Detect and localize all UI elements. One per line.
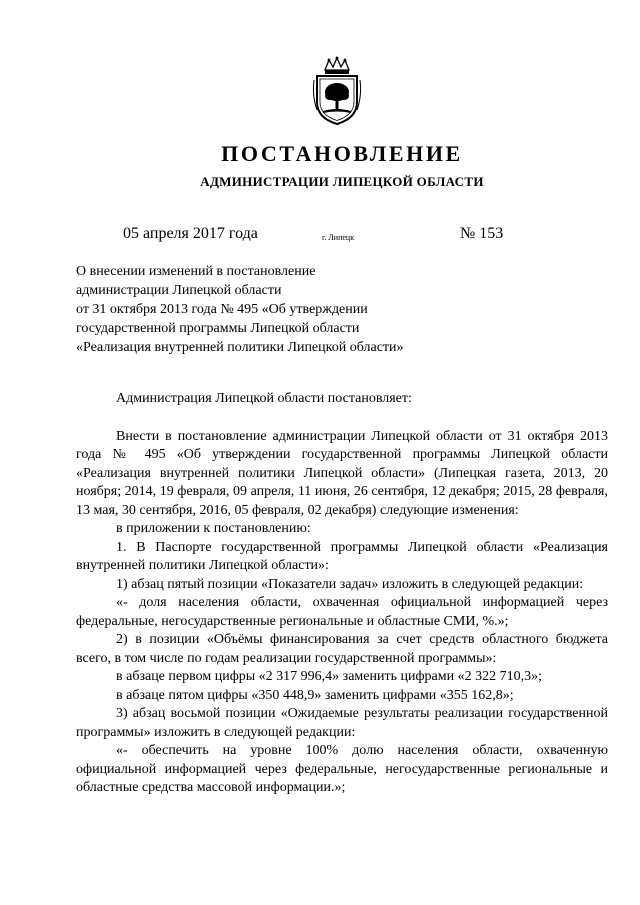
- document-title: ПОСТАНОВЛЕНИЕ: [221, 141, 463, 166]
- subject-line: «Реализация внутренней политики Липецкой области»: [76, 340, 404, 355]
- body-paragraph: «- обеспечить на уровне 100% долю населения области, охваченную официальной информацией через федеральные, негосударственные региональные и областные средства массовой информации.»;: [76, 743, 608, 795]
- body-paragraph-preamble: Администрация Липецкой области постановляет:: [116, 391, 412, 406]
- body-paragraph: в приложении к постановлению:: [116, 521, 311, 536]
- document-body: [76, 390, 608, 798]
- body-paragraph: в абзаце первом цифры «2 317 996,4» заменить цифрами «2 322 710,3»;: [116, 669, 542, 684]
- document-city: г. Липецк: [322, 233, 355, 242]
- document-subject: [76, 262, 456, 357]
- subject-line: администрации Липецкой области: [76, 283, 282, 298]
- body-paragraph: 2) в позиции «Объёмы финансирования за счет средств областного бюджета всего, в том числе по годам реализации государственной программы»:: [76, 632, 608, 666]
- subject-line: О внесении изменений в постановление: [76, 264, 316, 279]
- body-paragraph: 3) абзац восьмой позиции «Ожидаемые результаты реализации государственной программы» изложить в следующей редакции:: [76, 706, 608, 740]
- subject-line: от 31 октября 2013 года № 495 «Об утверждении: [76, 302, 368, 317]
- document-date: 05 апреля 2017 года: [123, 225, 258, 242]
- body-paragraph: Внести в постановление администрации Липецкой области от 31 октября 2013 года № 495 «Об утверждении государственной программы Липецкой области «Реализация внутренней политики Липецкой области» (Липецкая газета, 2013, 20 ноября; 2014, 19 февраля, 09 апреля, 11 июня, 26 сентября, 12 декабря; 2015, 28 февраля, 13 мая, 30 сентября, 2016, 05 февраля, 02 декабря) следующие изменения:: [76, 428, 608, 518]
- body-paragraph: в абзаце пятом цифры «350 448,9» заменить цифрами «355 162,8»;: [116, 687, 514, 703]
- body-paragraph: 1. В Паспорте государственной программы Липецкой области «Реализация внутренней политики Липецкой области»:: [76, 539, 608, 573]
- document-number: № 153: [460, 225, 504, 242]
- body-paragraph: 1) абзац пятый позиции «Показатели задач» изложить в следующей редакции:: [116, 576, 584, 592]
- coat-of-arms-icon: [311, 56, 363, 126]
- body-paragraph: «- доля населения области, охваченная официальной информацией через федеральные, негосударственные региональные и областные СМИ, %.»;: [76, 595, 608, 629]
- subject-line: государственной программы Липецкой области: [76, 321, 360, 336]
- document-subtitle: АДМИНИСТРАЦИИ ЛИПЕЦКОЙ ОБЛАСТИ: [200, 174, 484, 189]
